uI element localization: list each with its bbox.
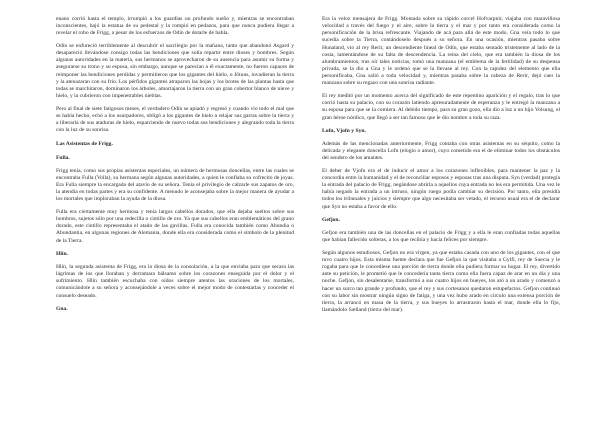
paragraph: Fulla era ciertamente muy hermosa y tenía largos cabellos dorados, que ella dejaba sueltos sobre sus hombros, sujetos sólo por una redecilla o cintillo de oro. Ya que sus cabellos eran emblemáticos del grano dorado, este cintillo representaba el atado de las gavillas. Fulla era conocida también como Abundia o Abundantia, en algunas regiones de Alemania, donde ella era considerada como el símbolo de la plenitud de la Tierra. <box>56 208 294 244</box>
paragraph: Gefjon era también una de las doncellas en el palacio de Frigg y a ella le eran confiadas todas aquellas que habían fallecido solteras, a los que recibía y hacía felices por siempre. <box>322 229 560 244</box>
section-heading: Gefjon. <box>322 216 340 223</box>
section-heading: Gna. <box>56 305 68 312</box>
section-heading: Lofn, Vjofn y Syn. <box>322 127 366 134</box>
section-heading: Hlín. <box>56 250 68 257</box>
paragraph: Hlín, la segunda asistenta de Frigg, era la diosa de la consolación, a la que enviaba para que secara las lágrimas de los que lloraban y derramara bálsamo sobre los corazones enseguida por el dolor y el sufrimiento. Hlín también escuchaba con oídos siempre atentos las oraciones de los mortales, comunicándole a su señora y aconsejándole a veces sobre el mejor modo de contestarlas y conceder el consuelo deseado. <box>56 263 294 299</box>
paragraph: enano corrió hasta el templo, irrumpió a los guardias un profundo sueño y, mientras se encontraban inconscientes, bajó la estatua de su pedestal y la rompió en pedazos, para que nunca pudiera llegar a revelar el robo de Frigg, a pesar de los esfuerzos de Odín de dotarle de habla. <box>56 16 294 37</box>
section-heading: Las Asistentas de Frigg. <box>56 141 113 148</box>
paragraph: Era la veloz mensajera de Frigg. Montada sobre su rápido corcel Hofvarpnir, viajaba con maravillosa velocidad a través del fuego y el aire, sobre la tierra y el mar y por tanto era considerada como la personificación de la brisa refrescante. Viajando de acá para allá de este modo, Gna veía todo lo que sucedía sobre la Tierra, contándoselo después a su señora. En una ocasión, mientras pasaba sobre Hunaland, vio al rey Rerir, un descendiente lineal de Odín, que estaba sentado tristemente al lado de la costa, lamentándose de su falta de descendencia. La reina del cielo, que era también la diosa de los alumbramientos, tras oír tales noticias, tomó una manzana (el emblema de la fertilidad) de su despensa privada, se la dio a Gna y le ordenó que se la llevase al rey. Con la rapidez del elemento que ella personificaba, Gna salió a toda velocidad y, mientras pasaba sobre la cabeza de Rerir, dejó caer la manzana sobre su regazo con una sonrisa radiante. <box>322 16 560 87</box>
paragraph: Además de las mencionadas anteriormente, Frigg contaba con otras asistentas en su séquito, como la delicada y elegante doncella Lofn (elogio o amor), cuyo cometido era el de eliminar todos los obstáculos del sendero de los amantes. <box>322 140 560 162</box>
paragraph: El deber de Vjofn era el de inducir el amor a los corazones inflexibles, para mantener la paz y la concordia entre la humanidad y el de reconciliar esposos y esposas tras una disputa. Syn (verdad) protegía la entrada del palacio de Frigg, negándose abrirla a aquellos cuya entrada no les era permitida. Una vez le había negado la entrada a un intruso, ningún ruego podía cambiar su decisión. Por tanto, ella presidía todos los tribunales y juicios y siempre que algo necesitaba ser vetado, el recurso usual era el de declarar que Syn no estaba a favor de ello. <box>322 167 560 210</box>
paragraph: El rey meditó por un momento acerca del significado de este repentino aparición y el regalo, tras lo que corrió hasta su palacio, con su corazón latiendo apresuradamente de esperanza y le entregó la manzana a su esposa para que se la comiera. Al debido tiempo, para su gran gozo, ella dio a luz a un hijo Volsung, el gran héroe nórdico, que llegó a ser tan famoso que le dio nombre a toda su raza. <box>322 93 560 121</box>
paragraph: Odín se enfureció terriblemente al descubrir el sacrilegio por la mañana, tanto que abandonó Asgard y desapareció llevándose consigo todas las bendiciones que solía repartir entre dioses y hombres. Según algunas autoridades en la materia, sus hermanos se aprovecharon de su ausencia para asumir su forma y asegurarse su trono y su esposa, sin embargo, aunque se parecían a él exactamente, no fueron capaces de reimponer las bendiciones perdidas y permitieron que los gigantes del hielo, o Jötuns, invadieran la tierra y la atenazaran con su frío. Los pérfidos gigantes atraparon las hojas y los brotes de las plantas hasta que todas se marchitaron, dominaron los árboles, amortajaron la tierra con un gran cobertor blanco de nieve y hielo, y la cubrieron con impenetrables nieblas. <box>56 42 294 100</box>
paragraph: Frigg tenía, como sus propias asistentas especiales, un número de hermosas doncellas, entre las cuales se encontraba Fulla (Volla), su hermana según algunas autoridades, a quien le confiaba su cofrecito de joyas. Era Fulla siempre la encargada del atavío de su señora. Tenía el privilegio de calzarle sus zapatos de oro, la atendía en todas partes y era su confidente. A menudo le aconsejaba sobre la mejor manera de ayudar a los mortales que imploraban la ayuda de la diosa. <box>56 167 294 203</box>
right-column <box>322 16 560 424</box>
left-column <box>56 16 294 424</box>
section-heading: Fulla. <box>56 154 70 161</box>
paragraph: Pero al final de siete fatigosos meses, el verdadero Odín se apiadó y regresó y cuando vio todo el mal que se había hecho, echó a los usurpadores, obligó a los gigantes de hielo a relajar sus garras sobre la tierra y a liberarla de sus ataduras de hielo, esparciendo de nuevo todas sus bendiciones y alegrando toda la tierra con la luz de su sonrisa. <box>56 105 294 134</box>
paragraph: Según algunos estudiosos, Gefjon no era virgen, ya que estaba casada con uno de los gigantes, con el que tuvo cuatro hijos. Esta misma fuente declara que fue Gefjon la que visitaba a Gylfi, rey de Suecia y le rogaba para que le concediese una porción de tierra donde ella pudiera formar su hogar. El rey, divertido ante su petición, le prometió que le concedería tanta tierra como ella fuera capaz de arar en un día y una noche. Gefjon, sin desalentarse, transformó a sus cuatro hijos en bueyes, los ató a un arado y comenzó a hacer un surco tan grande y profundo, que el rey y sus cortesanos quedaron estupefactos. Gefjon continuó con su labor sin mostrar ningún signo de fatiga, y una vez hubo arado en círculo una extensa porción de tierra, la arrancó en masa de la tierra, y sus bueyes lo arrastraron hasta el mar, donde ella lo fijo, llamándolo Sælland (tierra del mar). <box>322 249 560 313</box>
